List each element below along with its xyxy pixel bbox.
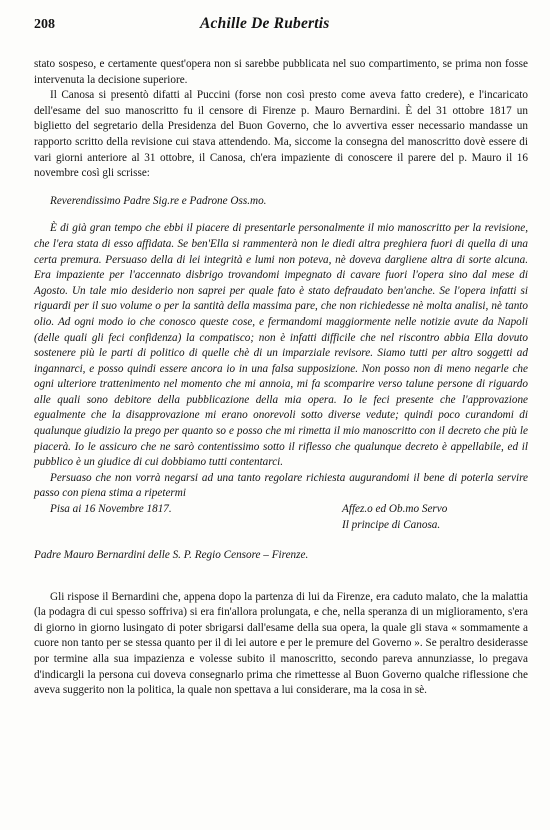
letter-closing: Affez.o ed Ob.mo Servo [342, 503, 448, 516]
letter-place-date: Pisa ai 16 Novembre 1817. [50, 503, 172, 516]
letter-addressee: Padre Mauro Bernardini delle S. P. Regio Censore – Firenze. [34, 549, 309, 562]
page-body [34, 57, 528, 699]
letter-signature-block [34, 502, 528, 538]
running-head: Achille De Rubertis [200, 15, 330, 32]
letter-body: È di già gran tempo che ebbi il piacere di presentarle personalmente il mio manoscritto per la revisione, che l'era stata di esso affidata. Se ben'Ella si rammenterà non le diedi altra preghiera fuori di quella di una certa premura. Persuaso della di lei integrità e lumi non poteva, nè doveva dargliene altra di sorte alcuna. Era impaziente per l'accennato disbrigo trovandomi impegnato di cavare fuori l'opera sino dal mese di Agosto. Un tale mio desiderio non saprei per quale fato è stato defraudato ben'anche. Se l'opera infatti si riguardi per il suo volume o per la santità della massima pare, che non richiedesse nè molta analisi, nè tanto olio. Ad ogni modo io che conosco queste cose, e fermandomi maggiormente nelle notizie avute da Napoli (delle quali gli feci confidenza) la compatisco; non è infatti difficile che nel riscontro abbia Ella dovuto sostenere più le parti di politico di quelle chè di un imparziale revisore. Siamo tutti per altro soggetti ad ingannarci, e posso quindi essere ancora io in una falsa supposizione. Non posso non di meno negarle che ogni ulteriore trattenimento nel momento che mi annoia, mi fa scomparire verso talune persone di riguardo alle quali sono debitore della pubblicazione della mia opera. Io le feci presente che l'approvazione egualmente che la disapprovazione mi erano onorevoli sotto diverse vedute; quindi poco curandomi di qualunque giudizio la prego per quanto so e posso che mi rimetta il mio manoscritto con il decreto che più le piacerà. Io le assicuro che ne sarò contentissimo sotto il riflesso che qualunque decreto è appellabile, ed il pubblico è un giudice di cui dobbiamo tutti contentarci. [34, 222, 528, 469]
page-number: 208 [34, 17, 55, 32]
paragraph-bernardini-reply: Gli rispose il Bernardini che, appena dopo la partenza di lui da Firenze, era caduto malato, che la malattia (la podagra di cui spesso soffriva) si era fin'allora prolungata, e che, nella speranza di un miglioramento, s'era di giorno in giorno lusingato di poter sbrigarsi dall'esame della sua opera, la quale gli stava « sommamente a cuore non tanto per se stessa quanto per il di lei autore e per le premure del Governo ». Se peraltro desiderasse por termine alla sua impazienza e volesse subito il manoscritto, secondo pareva annunziasse, lo pregava d'indicargli la persona cui doveva consegnarlo prima che rimettesse al Buon Governo qualche riflessione che aveva suggerito non la politica, la quale non spettava a lui considerare, ma la cosa in sè. [34, 590, 528, 697]
paragraph-canosa-puccini: Il Canosa si presentò difatti al Puccini (forse non così presto come aveva fatto credere), e l'incaricato dell'esame del suo manoscritto fu il censore di Firenze p. Mauro Bernardini. È del 31 ottobre 1817 un biglietto del segretario della Presidenza del Buon Governo, che lo avvertiva esser necessario mandasse un rapporto scritto della revisione cui stava attendendo. Ma, siccome la consegna del manoscritto dovè essere di vari giorni anteriore al 31 ottobre, il Canosa, ch'era impaziente di conoscere il parere del p. Mauro il 16 novembre così gli scrisse: [34, 89, 528, 180]
page-header [0, 0, 550, 40]
letter-signature: Il principe di Canosa. [342, 519, 441, 532]
paragraph-continuation: stato sospeso, e certamente quest'opera non si sarebbe pubblicata nel suo compartimento, se prima non fosse intervenuta la decisione superiore. [34, 58, 528, 86]
letter-body-closing: Persuaso che non vorrà negarsi ad una tanto regolare richiesta augurandomi il bene di poterla servire passo con piena stima a ripetermi [34, 471, 528, 500]
letter-salutation: Reverendissimo Padre Sig.re e Padrone Oss.mo. [50, 194, 267, 207]
